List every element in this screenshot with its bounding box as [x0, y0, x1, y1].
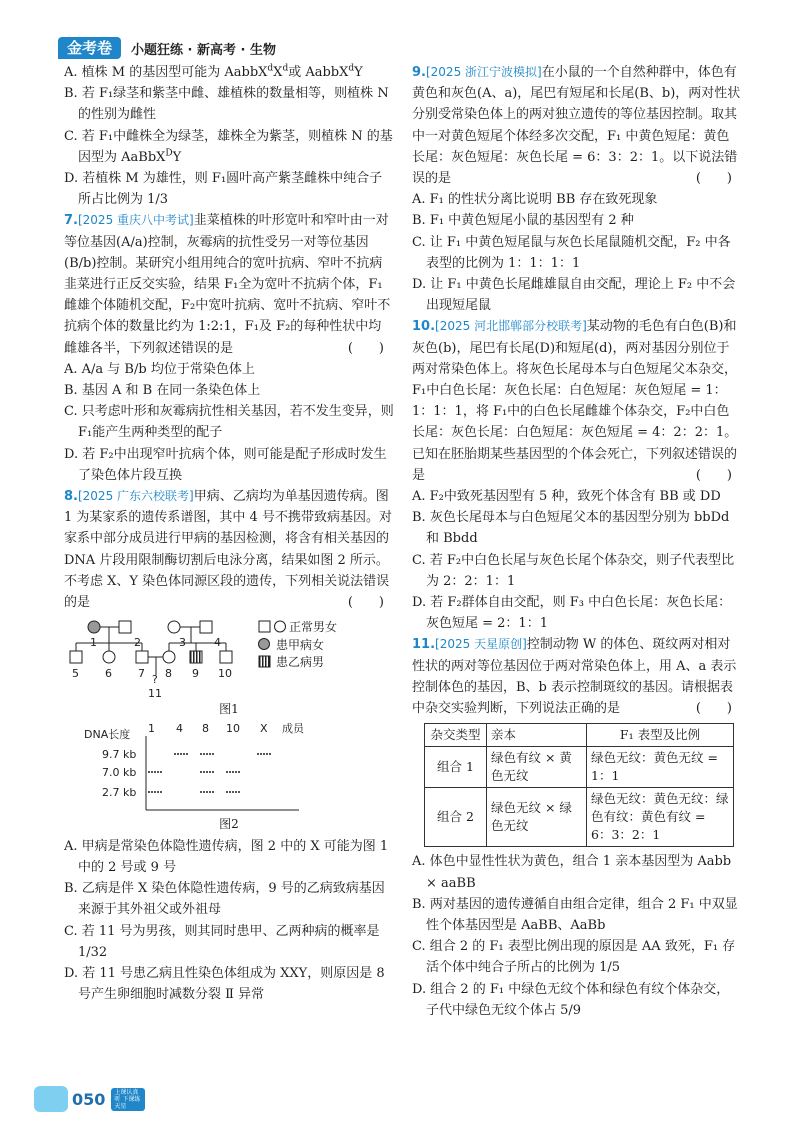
table-row — [425, 788, 734, 847]
page-number: 050 — [72, 1089, 106, 1109]
table-cell: 绿色无纹：黄色无纹 = 1：1 — [587, 747, 734, 788]
q6-option-a: A. 植株 M 的基因型可能为 $AabbX^dX^d$或 AabbX$^d$Y — [64, 63, 363, 80]
q11-option-a: A. 体色中显性性状为黄色，组合 1 亲本基因型为 Aabb × aaBB — [412, 854, 732, 891]
q10-option-a: A. F₂中致死基因型有 5 种，致死个体含有 BB 或 DD — [412, 489, 721, 505]
pedigree-9 — [190, 651, 202, 663]
legend-yi: 患乙病男 — [276, 655, 325, 670]
label-q: ? — [152, 673, 158, 687]
label-4: 4 — [214, 636, 221, 650]
table-header-row — [425, 724, 734, 747]
table-row — [425, 747, 734, 788]
q7-option-a: A. A/a 与 B/b 均位于常染色体上 — [64, 361, 255, 377]
table-header: F₁ 表型及比例 — [587, 724, 734, 747]
fig2-caption: 图2 — [219, 817, 239, 832]
pedigree-3 — [168, 621, 180, 633]
label-11: 11 — [148, 687, 162, 701]
band-70: 7.0 kb — [102, 766, 137, 780]
q8-stem: 8.[2025 广东六校联考]甲病、乙病均为单基因遗传病。图 1 为某家系的遗传系谱图，其中 4 号不携带致病基因。对家系中部分成员进行甲病的基因检测，将含有相关基因的 DNA 片段用限制酶切割后电泳分离，结果如图 2 所示。不考虑 X、Y 染色体同源区段的遗传，下列相关说法错误的是 ( ) — [64, 489, 392, 611]
pedigree-7 — [136, 651, 148, 663]
table-cell: 绿色有纹 × 黄色无纹 — [487, 747, 587, 788]
table-cell: 组合 1 — [425, 747, 487, 788]
series-title: 小题狂练 · 新高考 · 生物 — [131, 42, 276, 58]
legend-normal: 正常男女 — [289, 620, 338, 635]
pedigree-8 — [163, 651, 175, 663]
lane-8: 8 — [202, 722, 209, 736]
q7-option-b: B. 基因 A 和 B 在同一条染色体上 — [64, 383, 261, 399]
lane-1: 1 — [148, 722, 155, 736]
q6-option-b: B. 若 F₁绿茎和紫茎中雌、雄植株的数量相等，则植株 N 的性别为雌性 — [64, 86, 389, 123]
page-footer — [34, 1086, 145, 1112]
q8-option-b: B. 乙病是伴 X 染色体隐性遗传病，9 号的乙病致病基因来源于其外祖父或外祖母 — [64, 881, 385, 918]
band-27: 2.7 kb — [102, 786, 137, 800]
lane-4: 4 — [176, 722, 183, 736]
label-7: 7 — [138, 667, 145, 681]
lane-10: 10 — [226, 722, 240, 736]
label-3: 3 — [179, 636, 186, 650]
q8-option-c: C. 若 11 号为男孩，则其同时患甲、乙两种病的概率是 1/32 — [64, 923, 380, 960]
label-8: 8 — [165, 667, 172, 681]
label-10: 10 — [218, 667, 232, 681]
q10-stem: 10.[2025 河北邯郸部分校联考]某动物的毛色有白色(B)和灰色(b)，尾巴有长尾(D)和短尾(d)，两对基因分别位于两对常染色体上。将灰色长尾母本与白色短尾父本杂交，F₁中白色长尾：灰色长尾：白色短尾：灰色短尾 = 1：1：1：1，将 F₁中的白色长尾雌雄个体杂交，F₂中白色长尾：灰色长尾：白色短尾：灰色短尾 = 4：2：2：1。已知在胚胎期某些基因型的个体会死亡，下列叙述错误的是 ( ) — [412, 319, 738, 483]
q10-option-b: B. 灰色长尾母本与白色短尾父本的基因型分别为 bbDd 和 Bbdd — [412, 510, 730, 547]
footer-tagline: 上课认真听 下课练天星 — [111, 1088, 145, 1111]
q9-option-a: A. F₁ 的性状分离比说明 BB 存在致死现象 — [412, 192, 658, 208]
q9-option-b: B. F₁ 中黄色短尾小鼠的基因型有 2 种 — [412, 213, 634, 229]
q9-stem: 9.[2025 浙江宁波模拟]在小鼠的一个自然种群中，体色有黄色和灰色(A、a)，尾巴有短尾和长尾(B、b)，两对性状分别受常染色体上的两对独立遗传的等位基因控制。取其中一对黄色短尾个体经多次交配，F₁ 中黄色短尾：黄色长尾：灰色短尾：灰色长尾 = 6：3：2：1。以下说法错误的是 ( ) — [412, 65, 741, 187]
q10-option-c: C. 若 F₂中白色长尾与灰色长尾个体杂交，则子代表型比为 2：2：1：1 — [412, 552, 735, 589]
q11-option-c: C. 组合 2 的 F₁ 表型比例出现的原因是 AA 致死，F₁ 存活个体中纯合子所占的比例为 1/5 — [412, 939, 736, 976]
table-header: 杂交类型 — [425, 724, 487, 747]
label-9: 9 — [192, 667, 199, 681]
gel-figure — [64, 722, 394, 814]
right-column — [412, 62, 742, 1021]
table-cell: 组合 2 — [425, 788, 487, 847]
band-97: 9.7 kb — [102, 748, 137, 762]
cross-table — [424, 723, 734, 847]
q6-option-c: C. 若 F₁中雌株全为绿茎，雄株全为紫茎，则植株 N 的基因型为 AaBbX$^D$Y — [64, 128, 393, 165]
gel-ylabel: DNA长度 — [84, 728, 131, 742]
label-1: 1 — [90, 636, 97, 650]
q9-option-c: C. 让 F₁ 中黄色短尾鼠与灰色长尾鼠随机交配，F₂ 中各表型的比例为 1：1：1：1 — [412, 234, 731, 271]
legend-jia: 患甲病女 — [276, 638, 325, 653]
q8-option-d: D. 若 11 号患乙病且性染色体组成为 XXY，则原因是 8 号产生卵细胞时减数分裂 Ⅱ 异常 — [64, 965, 385, 1003]
pedigree-1 — [88, 621, 100, 633]
pedigree-6 — [103, 651, 115, 663]
pedigree-2 — [119, 621, 131, 633]
table-cell: 绿色无纹：黄色无纹：绿色有纹：黄色有纹 = 6：3：2：1 — [587, 788, 734, 847]
q10-option-d: D. 若 F₂群体自由交配，则 F₃ 中白色长尾：灰色长尾：灰色短尾 = 2：1：1 — [412, 595, 732, 632]
lane-title: 成员 — [282, 722, 304, 736]
fig1-caption: 图1 — [219, 702, 239, 717]
label-2: 2 — [134, 636, 141, 650]
pedigree-5 — [70, 651, 82, 663]
pedigree-figure — [64, 617, 394, 707]
q11-stem: 11.[2025 天星原创]控制动物 W 的体色、斑纹两对相对性状的两对等位基因位于两对常染色体上，用 A、a 表示控制体色的基因，B、b 表示控制斑纹的基因。请根据表中杂交实验判断，下列说法正确的是 ( ) — [412, 637, 737, 717]
label-5: 5 — [72, 667, 79, 681]
table-cell: 绿色无纹 × 绿色无纹 — [487, 788, 587, 847]
lane-x: X — [260, 722, 268, 736]
pedigree-10 — [220, 651, 232, 663]
pedigree-4 — [200, 621, 212, 633]
q11-option-d: D. 组合 2 的 F₁ 中绿色无纹个体和绿色有纹个体杂交，子代中绿色无纹个体占 5/9 — [412, 981, 730, 1018]
q8-option-a: A. 甲病是常染色体隐性遗传病，图 2 中的 X 可能为图 1 中的 2 号或 9 号 — [64, 838, 389, 875]
page-header — [58, 36, 276, 60]
q11-option-b: B. 两对基因的遗传遵循自由组合定律，组合 2 F₁ 中双显性个体基因型是 AaBB、AaBb — [412, 896, 738, 933]
mascot-icon — [34, 1086, 68, 1112]
q6-option-d: D. 若植株 M 为雄性，则 F₁圆叶高产紫茎雌株中纯合子所占比例为 1/3 — [64, 171, 383, 208]
brand-logo: 金考卷 — [58, 37, 121, 59]
q7-stem: 7.[2025 重庆八中考试]韭菜植株的叶形宽叶和窄叶由一对等位基因(A/a)控制，灰霉病的抗性受另一对等位基因(B/b)控制。某研究小组用纯合的宽叶抗病、窄叶不抗病韭菜进行正反交实验，结果 F₁全为宽叶不抗病个体，F₁雌雄个体随机交配，F₂中宽叶抗病、宽叶不抗病、窄叶不抗病个体的数量比约为 1:2:1，F₁及 F₂的每种性状中均雌雄各半，下列叙述错误的是 ( ) — [64, 213, 391, 356]
q7-option-d: D. 若 F₂中出现窄叶抗病个体，则可能是配子形成时发生了染色体片段互换 — [64, 446, 387, 483]
q7-option-c: C. 只考虑叶形和灰霉病抗性相关基因，若不发生变异，则 F₁能产生两种类型的配子 — [64, 404, 394, 441]
label-6: 6 — [105, 667, 112, 681]
q9-option-d: D. 让 F₁ 中黄色长尾雌雄鼠自由交配，理论上 F₂ 中不会出现短尾鼠 — [412, 277, 736, 314]
table-header: 亲本 — [487, 724, 587, 747]
left-column — [64, 62, 394, 1005]
